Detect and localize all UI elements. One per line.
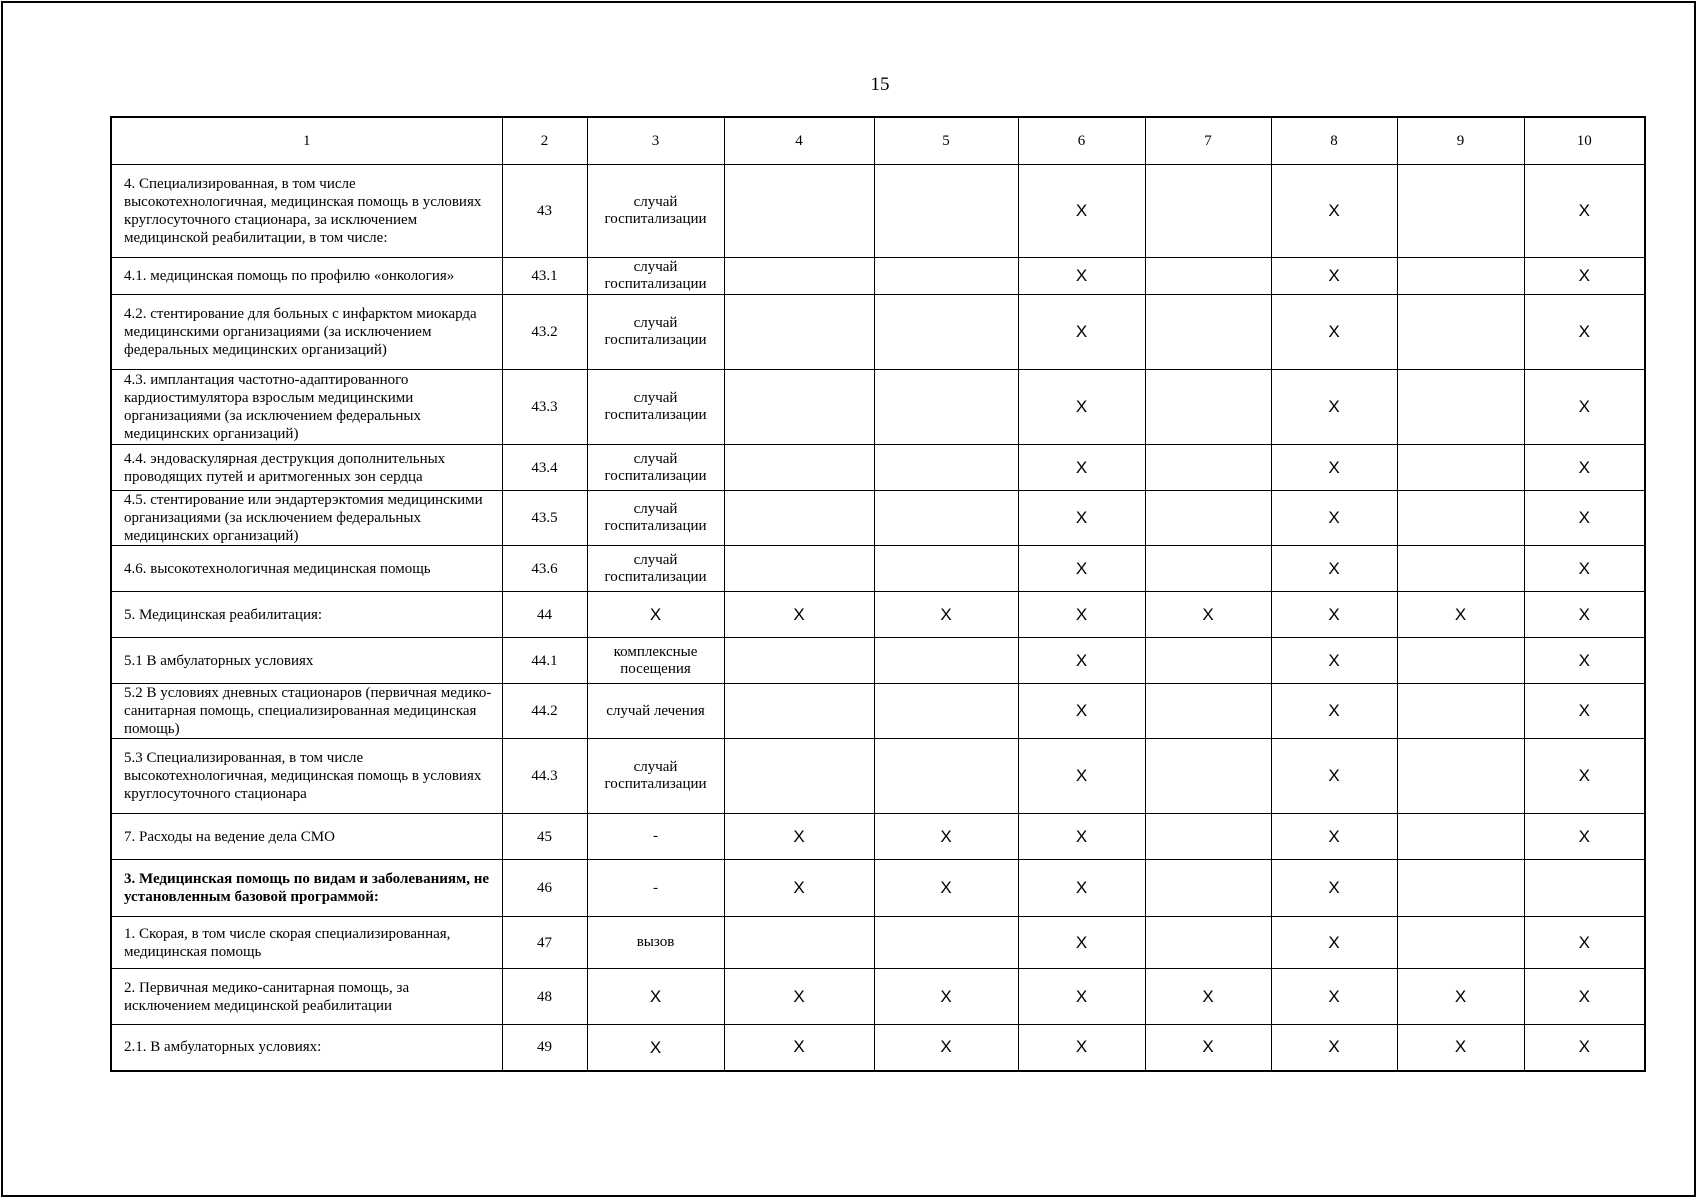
value-cell-col8: X: [1271, 491, 1397, 546]
value-cell-col5: [874, 165, 1018, 258]
value-cell-col5: [874, 638, 1018, 684]
unit-cell: случай госпитализации: [587, 739, 724, 814]
value-cell-col10: X: [1524, 684, 1645, 739]
value-cell-col9: [1397, 546, 1524, 592]
table-row: [111, 917, 1645, 969]
value-cell-col6: X: [1018, 295, 1145, 370]
table-row: [111, 860, 1645, 917]
value-cell-col9: [1397, 860, 1524, 917]
value-cell-col4: [724, 638, 874, 684]
column-header: 4: [724, 117, 874, 165]
row-number-cell: 43: [502, 165, 587, 258]
value-cell-col10: X: [1524, 445, 1645, 491]
table-row: [111, 684, 1645, 739]
column-header: 8: [1271, 117, 1397, 165]
page-number: 15: [870, 74, 890, 95]
value-cell-col6: X: [1018, 546, 1145, 592]
value-cell-col7: [1145, 684, 1271, 739]
value-cell-col10: X: [1524, 739, 1645, 814]
value-cell-col4: [724, 370, 874, 445]
value-cell-col6: X: [1018, 638, 1145, 684]
unit-cell: случай госпитализации: [587, 546, 724, 592]
value-cell-col8: X: [1271, 969, 1397, 1025]
unit-cell: X: [587, 592, 724, 638]
unit-cell: случай госпитализации: [587, 445, 724, 491]
value-cell-col9: X: [1397, 1025, 1524, 1071]
value-cell-col7: [1145, 165, 1271, 258]
unit-cell: случай госпитализации: [587, 370, 724, 445]
value-cell-col8: X: [1271, 258, 1397, 295]
value-cell-col8: X: [1271, 1025, 1397, 1071]
value-cell-col6: X: [1018, 370, 1145, 445]
value-cell-col8: X: [1271, 814, 1397, 860]
value-cell-col10: X: [1524, 295, 1645, 370]
column-header: 7: [1145, 117, 1271, 165]
value-cell-col10: X: [1524, 1025, 1645, 1071]
table-row: [111, 1025, 1645, 1071]
value-cell-col6: X: [1018, 258, 1145, 295]
row-number-cell: 47: [502, 917, 587, 969]
table-row: [111, 638, 1645, 684]
row-number-cell: 43.4: [502, 445, 587, 491]
value-cell-col7: [1145, 814, 1271, 860]
value-cell-col4: X: [724, 814, 874, 860]
row-name-cell: 4.4. эндоваскулярная деструкция дополнительных проводящих путей и аритмогенных зон сердца: [111, 445, 502, 491]
table-row: [111, 969, 1645, 1025]
row-name-cell: 5. Медицинская реабилитация:: [111, 592, 502, 638]
value-cell-col5: [874, 546, 1018, 592]
value-cell-col9: X: [1397, 592, 1524, 638]
value-cell-col4: X: [724, 969, 874, 1025]
table-row: [111, 592, 1645, 638]
value-cell-col4: [724, 258, 874, 295]
value-cell-col6: X: [1018, 739, 1145, 814]
table-row: [111, 370, 1645, 445]
row-name-cell: 4.5. стентирование или эндартерэктомия медицинскими организациями (за исключением федеральных медицинских организаций): [111, 491, 502, 546]
row-name-cell: 4.1. медицинская помощь по профилю «онкология»: [111, 258, 502, 295]
value-cell-col5: [874, 739, 1018, 814]
row-name-cell: 7. Расходы на ведение дела СМО: [111, 814, 502, 860]
value-cell-col7: [1145, 860, 1271, 917]
table-row: [111, 491, 1645, 546]
row-name-cell: 5.1 В амбулаторных условиях: [111, 638, 502, 684]
value-cell-col7: [1145, 370, 1271, 445]
row-number-cell: 44.3: [502, 739, 587, 814]
value-cell-col10: X: [1524, 917, 1645, 969]
row-number-cell: 43.3: [502, 370, 587, 445]
value-cell-col5: [874, 684, 1018, 739]
value-cell-col4: [724, 165, 874, 258]
row-number-cell: 44: [502, 592, 587, 638]
value-cell-col9: [1397, 491, 1524, 546]
value-cell-col4: X: [724, 592, 874, 638]
value-cell-col6: X: [1018, 165, 1145, 258]
value-cell-col7: [1145, 917, 1271, 969]
value-cell-col10: X: [1524, 491, 1645, 546]
row-name-cell: 4.6. высокотехнологичная медицинская помощь: [111, 546, 502, 592]
header-row: [111, 117, 1645, 165]
value-cell-col4: X: [724, 1025, 874, 1071]
column-header: 2: [502, 117, 587, 165]
value-cell-col5: X: [874, 969, 1018, 1025]
row-number-cell: 44.2: [502, 684, 587, 739]
row-number-cell: 48: [502, 969, 587, 1025]
value-cell-col5: [874, 258, 1018, 295]
value-cell-col8: X: [1271, 592, 1397, 638]
value-cell-col10: X: [1524, 258, 1645, 295]
value-cell-col4: [724, 445, 874, 491]
value-cell-col10: X: [1524, 814, 1645, 860]
value-cell-col5: X: [874, 860, 1018, 917]
column-header: 5: [874, 117, 1018, 165]
data-table: [110, 116, 1646, 1072]
value-cell-col10: X: [1524, 592, 1645, 638]
table-body: [111, 165, 1645, 1071]
value-cell-col9: [1397, 258, 1524, 295]
row-number-cell: 45: [502, 814, 587, 860]
value-cell-col4: [724, 295, 874, 370]
value-cell-col7: X: [1145, 1025, 1271, 1071]
value-cell-col5: [874, 295, 1018, 370]
value-cell-col10: X: [1524, 370, 1645, 445]
value-cell-col6: X: [1018, 969, 1145, 1025]
row-name-cell: 1. Скорая, в том числе скорая специализированная, медицинская помощь: [111, 917, 502, 969]
value-cell-col6: X: [1018, 917, 1145, 969]
value-cell-col5: X: [874, 1025, 1018, 1071]
value-cell-col6: X: [1018, 445, 1145, 491]
value-cell-col10: X: [1524, 638, 1645, 684]
value-cell-col7: [1145, 491, 1271, 546]
value-cell-col5: [874, 917, 1018, 969]
unit-cell: -: [587, 860, 724, 917]
value-cell-col7: [1145, 258, 1271, 295]
value-cell-col4: [724, 546, 874, 592]
row-name-cell: 3. Медицинская помощь по видам и заболеваниям, не установленным базовой программой:: [111, 860, 502, 917]
unit-cell: вызов: [587, 917, 724, 969]
table-row: [111, 814, 1645, 860]
value-cell-col6: X: [1018, 592, 1145, 638]
value-cell-col5: [874, 491, 1018, 546]
value-cell-col7: X: [1145, 969, 1271, 1025]
unit-cell: X: [587, 1025, 724, 1071]
value-cell-col9: [1397, 445, 1524, 491]
row-number-cell: 49: [502, 1025, 587, 1071]
row-name-cell: 5.2 В условиях дневных стационаров (первичная медико-санитарная помощь, специализированная медицинская помощь): [111, 684, 502, 739]
row-name-cell: 2. Первичная медико-санитарная помощь, за исключением медицинской реабилитации: [111, 969, 502, 1025]
value-cell-col7: [1145, 546, 1271, 592]
value-cell-col4: [724, 684, 874, 739]
table-row: [111, 295, 1645, 370]
value-cell-col8: X: [1271, 165, 1397, 258]
value-cell-col5: [874, 445, 1018, 491]
value-cell-col9: [1397, 739, 1524, 814]
row-number-cell: 43.1: [502, 258, 587, 295]
table-row: [111, 739, 1645, 814]
value-cell-col8: X: [1271, 370, 1397, 445]
value-cell-col10: X: [1524, 546, 1645, 592]
row-name-cell: 2.1. В амбулаторных условиях:: [111, 1025, 502, 1071]
value-cell-col7: [1145, 638, 1271, 684]
column-header: 10: [1524, 117, 1645, 165]
row-number-cell: 43.6: [502, 546, 587, 592]
value-cell-col7: [1145, 295, 1271, 370]
row-number-cell: 43.2: [502, 295, 587, 370]
value-cell-col4: [724, 917, 874, 969]
value-cell-col7: [1145, 739, 1271, 814]
unit-cell: X: [587, 969, 724, 1025]
table-row: [111, 445, 1645, 491]
value-cell-col8: X: [1271, 917, 1397, 969]
value-cell-col9: [1397, 295, 1524, 370]
value-cell-col10: X: [1524, 969, 1645, 1025]
row-name-cell: 4.3. имплантация частотно-адаптированного кардиостимулятора взрослым медицинскими организациями (за исключением федеральных медицинских организаций): [111, 370, 502, 445]
value-cell-col4: [724, 739, 874, 814]
column-header: 1: [111, 117, 502, 165]
value-cell-col10: [1524, 860, 1645, 917]
row-name-cell: 4.2. стентирование для больных с инфарктом миокарда медицинскими организациями (за исключением федеральных медицинских организаций): [111, 295, 502, 370]
value-cell-col4: X: [724, 860, 874, 917]
unit-cell: случай лечения: [587, 684, 724, 739]
value-cell-col8: X: [1271, 546, 1397, 592]
unit-cell: -: [587, 814, 724, 860]
value-cell-col9: [1397, 917, 1524, 969]
value-cell-col9: [1397, 684, 1524, 739]
value-cell-col4: [724, 491, 874, 546]
value-cell-col5: X: [874, 814, 1018, 860]
value-cell-col6: X: [1018, 684, 1145, 739]
value-cell-col7: [1145, 445, 1271, 491]
value-cell-col10: X: [1524, 165, 1645, 258]
table-row: [111, 165, 1645, 258]
value-cell-col8: X: [1271, 638, 1397, 684]
value-cell-col6: X: [1018, 491, 1145, 546]
row-name-cell: 4. Специализированная, в том числе высокотехнологичная, медицинская помощь в условиях круглосуточного стационара, за исключением медицинской реабилитации, в том числе:: [111, 165, 502, 258]
value-cell-col6: X: [1018, 860, 1145, 917]
value-cell-col7: X: [1145, 592, 1271, 638]
unit-cell: случай госпитализации: [587, 295, 724, 370]
row-number-cell: 43.5: [502, 491, 587, 546]
column-header: 9: [1397, 117, 1524, 165]
value-cell-col9: [1397, 814, 1524, 860]
value-cell-col8: X: [1271, 860, 1397, 917]
column-header: 6: [1018, 117, 1145, 165]
value-cell-col8: X: [1271, 445, 1397, 491]
column-header: 3: [587, 117, 724, 165]
value-cell-col8: X: [1271, 684, 1397, 739]
unit-cell: случай госпитализации: [587, 165, 724, 258]
value-cell-col6: X: [1018, 814, 1145, 860]
value-cell-col9: X: [1397, 969, 1524, 1025]
value-cell-col8: X: [1271, 295, 1397, 370]
value-cell-col5: [874, 370, 1018, 445]
table-row: [111, 546, 1645, 592]
value-cell-col9: [1397, 638, 1524, 684]
row-number-cell: 44.1: [502, 638, 587, 684]
value-cell-col6: X: [1018, 1025, 1145, 1071]
unit-cell: комплексные посещения: [587, 638, 724, 684]
value-cell-col8: X: [1271, 739, 1397, 814]
unit-cell: случай госпитализации: [587, 258, 724, 295]
table-row: [111, 258, 1645, 295]
value-cell-col9: [1397, 370, 1524, 445]
value-cell-col9: [1397, 165, 1524, 258]
row-number-cell: 46: [502, 860, 587, 917]
value-cell-col5: X: [874, 592, 1018, 638]
unit-cell: случай госпитализации: [587, 491, 724, 546]
row-name-cell: 5.3 Специализированная, в том числе высокотехнологичная, медицинская помощь в условиях круглосуточного стационара: [111, 739, 502, 814]
